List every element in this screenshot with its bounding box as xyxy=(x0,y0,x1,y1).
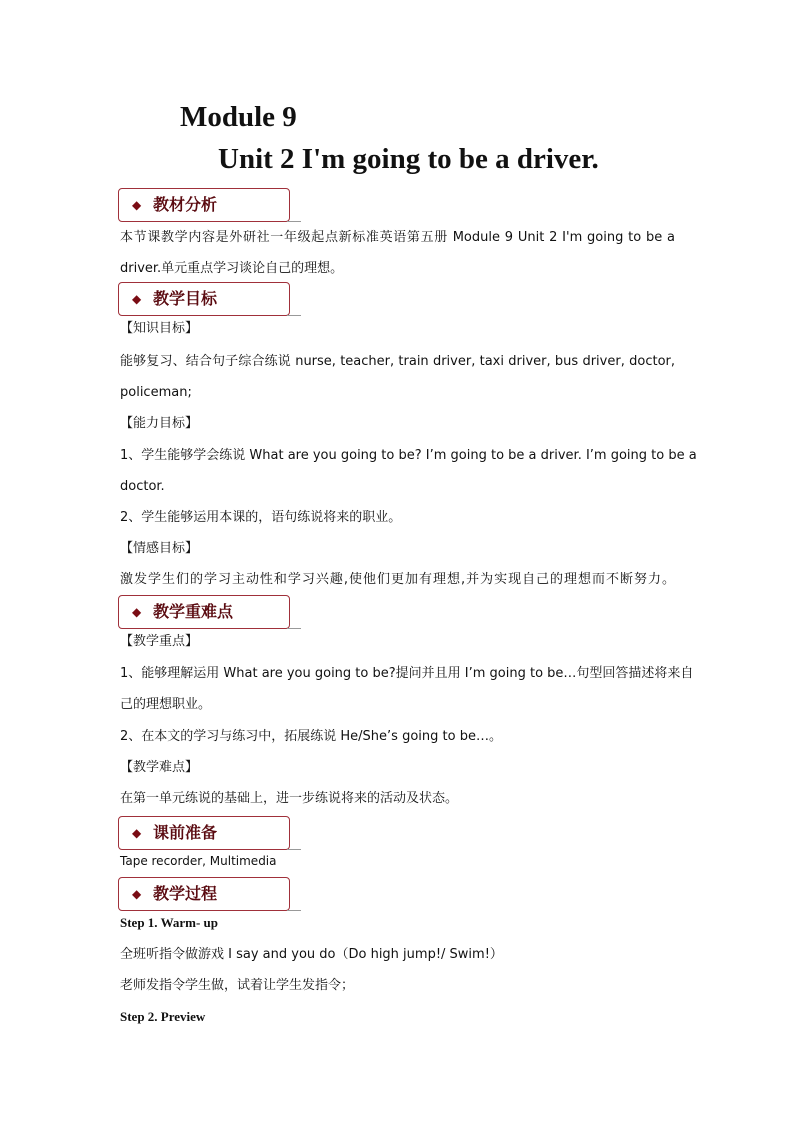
text-line: 1、能够理解运用 What are you going to be?提问并且用 I’m going to be…句型回答描述将来自 xyxy=(120,666,694,681)
text-line: doctor. xyxy=(120,479,165,494)
text-line: 1、学生能够学会练说 What are you going to be? I’m going to be a driver. I’m going to be a xyxy=(120,448,697,463)
text-line: policeman; xyxy=(120,385,192,400)
section-header-keypoints xyxy=(118,595,290,629)
text-line: 【情感目标】 xyxy=(120,541,199,556)
diamond-icon: ◆ xyxy=(132,887,142,901)
step-heading: Step 1. Warm- up xyxy=(120,915,218,930)
diamond-icon: ◆ xyxy=(132,292,142,306)
text-line: 【能力目标】 xyxy=(120,416,199,431)
text-line: 在第一单元练说的基础上，进一步练说将来的活动及状态。 xyxy=(120,791,459,806)
text-line: 老师发指令学生做，试着让学生发指令； xyxy=(120,978,355,993)
text-line: 2、在本文的学习与练习中，拓展练说 He/She’s going to be…。 xyxy=(120,729,502,744)
diamond-icon: ◆ xyxy=(132,826,142,840)
text-line: 能够复习、结合句子综合练说 nurse, teacher, train driver, taxi driver, bus driver, doctor, xyxy=(120,354,675,369)
text-line: 2、学生能够运用本课的，语句练说将来的职业。 xyxy=(120,510,402,525)
section-label: 课前准备 xyxy=(153,823,218,842)
section-label: 教材分析 xyxy=(153,195,218,214)
section-header-goals xyxy=(118,282,290,316)
text-line: Tape recorder, Multimedia xyxy=(120,854,277,868)
section-header-process xyxy=(118,877,290,911)
diamond-icon: ◆ xyxy=(132,605,142,619)
section-label: 教学目标 xyxy=(153,289,218,308)
text-line: driver.单元重点学习谈论自己的理想。 xyxy=(120,261,344,276)
text-line: 本节课教学内容是外研社一年级起点新标准英语第五册 Module 9 Unit 2 I'm going to be a xyxy=(120,230,675,245)
text-line: 【教学难点】 xyxy=(120,760,199,775)
section-header-prep xyxy=(118,816,290,850)
text-line: 【教学重点】 xyxy=(120,634,199,649)
text-line: 【知识目标】 xyxy=(120,321,199,336)
section-label: 教学重难点 xyxy=(153,602,234,621)
text-line: 全班听指令做游戏 I say and you do（Do high jump!/ Swim!） xyxy=(120,947,503,962)
diamond-icon: ◆ xyxy=(132,198,142,212)
text-line: 己的理想职业。 xyxy=(120,697,212,712)
text-line: 激发学生们的学习主动性和学习兴趣,使他们更加有理想,并为实现自己的理想而不断努力。 xyxy=(120,572,675,587)
module-title: Module 9 xyxy=(180,101,297,133)
step-heading: Step 2. Preview xyxy=(120,1009,206,1024)
section-header-analysis xyxy=(118,188,290,222)
section-label: 教学过程 xyxy=(153,884,218,903)
unit-title: Unit 2 I'm going to be a driver. xyxy=(218,143,599,175)
